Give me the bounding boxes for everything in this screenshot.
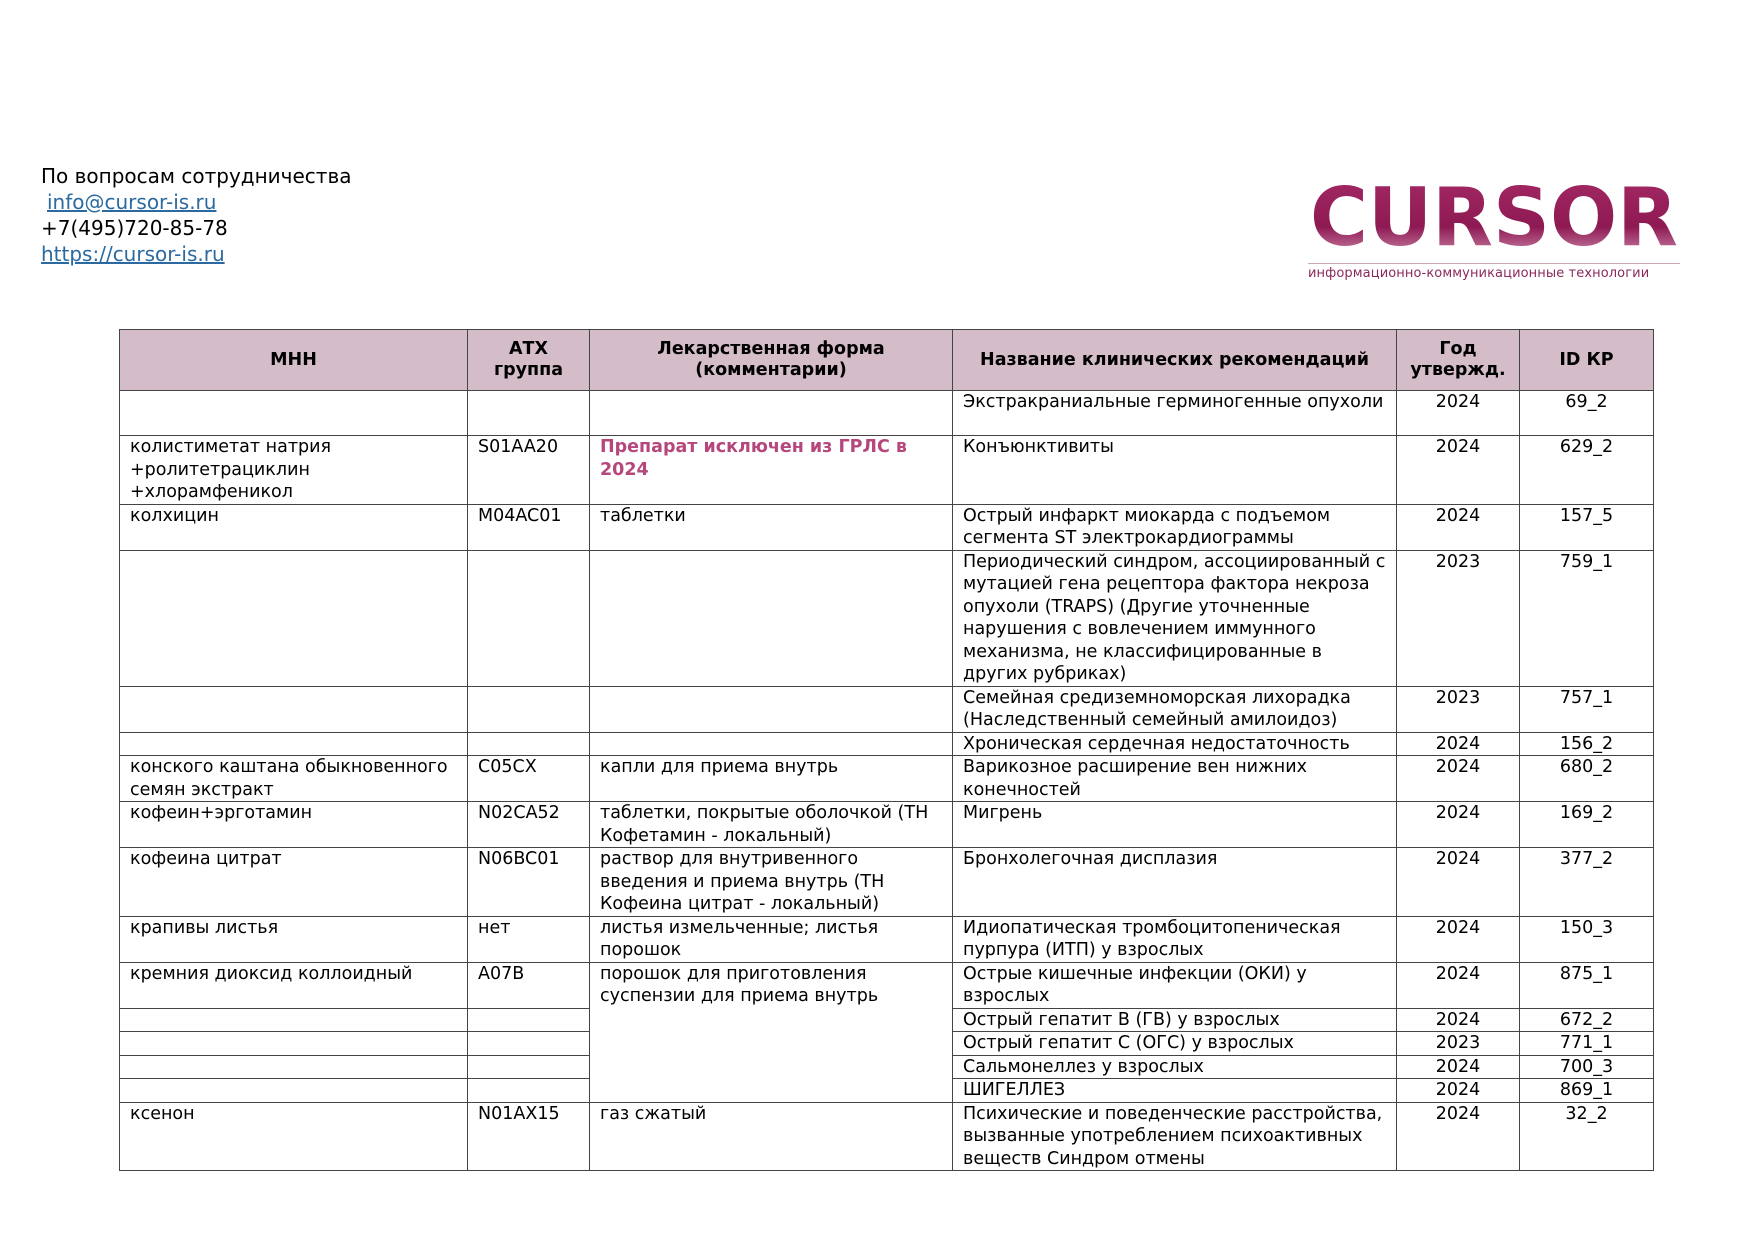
table-row	[120, 756, 1654, 802]
contact-intro: По вопросам сотрудничества	[41, 164, 352, 188]
cell-year: 2024	[1397, 756, 1520, 802]
cell-form	[590, 732, 953, 756]
cell-form-excluded-note: Препарат исключен из ГРЛС в 2024	[590, 436, 953, 505]
table-row	[120, 436, 1654, 505]
phone-number: +7(495)720-85-78	[41, 216, 228, 240]
cell-year: 2024	[1397, 1079, 1520, 1103]
cell-id: 156_2	[1520, 732, 1654, 756]
cell-id: 150_3	[1520, 916, 1654, 962]
cell-id: 32_2	[1520, 1102, 1654, 1171]
cell-atc	[468, 732, 590, 756]
cell-atc: нет	[468, 916, 590, 962]
cell-form	[590, 391, 953, 436]
cell-atc	[468, 686, 590, 732]
cell-year: 2024	[1397, 732, 1520, 756]
cell-mnn	[120, 550, 468, 686]
cell-guideline: Варикозное расширение вен нижних конечностей	[953, 756, 1397, 802]
table-header-row	[120, 330, 1654, 391]
cell-guideline: Бронхолегочная дисплазия	[953, 848, 1397, 917]
cell-atc	[468, 550, 590, 686]
cell-atc: M04AC01	[468, 504, 590, 550]
cell-id: 69_2	[1520, 391, 1654, 436]
cell-year: 2024	[1397, 391, 1520, 436]
cell-id: 629_2	[1520, 436, 1654, 505]
cell-atc: S01AA20	[468, 436, 590, 505]
cell-atc: C05CX	[468, 756, 590, 802]
cell-mnn	[120, 391, 468, 436]
cell-id: 771_1	[1520, 1032, 1654, 1056]
cell-mnn	[120, 1008, 468, 1032]
cell-form: газ сжатый	[590, 1102, 953, 1171]
cell-mnn: кофеин+эрготамин	[120, 802, 468, 848]
cell-guideline: Конъюнктивиты	[953, 436, 1397, 505]
website-link[interactable]: https://cursor-is.ru	[41, 242, 225, 266]
cell-guideline: Периодический синдром, ассоциированный с мутацией гена рецептора фактора некроза опухоли (TRAPS) (Другие уточненные нарушения с вовлечением иммунного механизма, не классифицированные в других рубриках)	[953, 550, 1397, 686]
cell-mnn: кремния диоксид коллоидный	[120, 962, 468, 1008]
cell-mnn: ксенон	[120, 1102, 468, 1171]
cell-guideline: Острый гепатит В (ГВ) у взрослых	[953, 1008, 1397, 1032]
cell-atc: N02CA52	[468, 802, 590, 848]
cell-guideline: Экстракраниальные герминогенные опухоли	[953, 391, 1397, 436]
logo-tagline: информационно-коммуникационные технологии	[1308, 266, 1650, 281]
cell-form	[590, 686, 953, 732]
table-row	[120, 916, 1654, 962]
header-mnn: МНН	[120, 330, 468, 391]
cell-guideline: Сальмонеллез у взрослых	[953, 1055, 1397, 1079]
cell-mnn: кофеина цитрат	[120, 848, 468, 917]
cell-mnn	[120, 1032, 468, 1056]
cell-guideline: ШИГЕЛЛЕЗ	[953, 1079, 1397, 1103]
header-id: ID КР	[1520, 330, 1654, 391]
table-row	[120, 504, 1654, 550]
cell-year: 2024	[1397, 1055, 1520, 1079]
cell-guideline: Идиопатическая тромбоцитопеническая пурпура (ИТП) у взрослых	[953, 916, 1397, 962]
cell-guideline: Мигрень	[953, 802, 1397, 848]
cell-atc	[468, 1008, 590, 1032]
cell-year: 2024	[1397, 504, 1520, 550]
header-form: Лекарственная форма (комментарии)	[590, 330, 953, 391]
cell-atc	[468, 1055, 590, 1079]
cell-mnn: колхицин	[120, 504, 468, 550]
cell-mnn	[120, 1055, 468, 1079]
cell-id: 680_2	[1520, 756, 1654, 802]
cell-id: 757_1	[1520, 686, 1654, 732]
cell-mnn	[120, 1079, 468, 1103]
table-row	[120, 686, 1654, 732]
cell-form: таблетки	[590, 504, 953, 550]
cell-year: 2024	[1397, 848, 1520, 917]
cell-mnn: колистиметат натрия +ролитетрациклин +хлорамфеникол	[120, 436, 468, 505]
cell-guideline: Острый инфаркт миокарда с подъемом сегмента ST электрокардиограммы	[953, 504, 1397, 550]
cell-id: 157_5	[1520, 504, 1654, 550]
cell-form: капли для приема внутрь	[590, 756, 953, 802]
cell-id: 759_1	[1520, 550, 1654, 686]
cell-atc	[468, 1079, 590, 1103]
cell-year: 2024	[1397, 962, 1520, 1008]
cell-id: 869_1	[1520, 1079, 1654, 1103]
cell-atc	[468, 1032, 590, 1056]
cell-year: 2024	[1397, 1102, 1520, 1171]
cell-id: 672_2	[1520, 1008, 1654, 1032]
cell-mnn	[120, 686, 468, 732]
cell-id: 377_2	[1520, 848, 1654, 917]
email-link[interactable]: info@cursor-is.ru	[47, 190, 217, 214]
cell-id: 875_1	[1520, 962, 1654, 1008]
cell-form: раствор для внутривенного введения и приема внутрь (ТН Кофеина цитрат - локальный)	[590, 848, 953, 917]
cell-mnn: конского каштана обыкновенного семян экстракт	[120, 756, 468, 802]
drug-guideline-table	[119, 329, 1654, 1171]
table-row	[120, 550, 1654, 686]
table-row	[120, 802, 1654, 848]
cell-mnn: крапивы листья	[120, 916, 468, 962]
cell-year: 2023	[1397, 550, 1520, 686]
logo-wordmark: CURSOR	[1310, 178, 1678, 258]
logo-divider	[1308, 263, 1680, 264]
table-row	[120, 962, 1654, 1008]
table-row	[120, 848, 1654, 917]
cell-year: 2024	[1397, 436, 1520, 505]
cell-guideline: Психические и поведенческие расстройства, вызванные употреблением психоактивных веществ Синдром отмены	[953, 1102, 1397, 1171]
cell-atc: N06BC01	[468, 848, 590, 917]
cell-guideline: Семейная средиземноморская лихорадка (Наследственный семейный амилоидоз)	[953, 686, 1397, 732]
cell-mnn	[120, 732, 468, 756]
cell-id: 700_3	[1520, 1055, 1654, 1079]
cell-form: таблетки, покрытые оболочкой (ТН Кофетамин - локальный)	[590, 802, 953, 848]
header-atc: АТХ группа	[468, 330, 590, 391]
cell-id: 169_2	[1520, 802, 1654, 848]
cell-guideline: Острые кишечные инфекции (ОКИ) у взрослых	[953, 962, 1397, 1008]
header-year: Год утвержд.	[1397, 330, 1520, 391]
cell-atc: A07B	[468, 962, 590, 1008]
cell-guideline: Острый гепатит С (ОГС) у взрослых	[953, 1032, 1397, 1056]
contact-block	[41, 163, 352, 267]
table-row	[120, 391, 1654, 436]
header-guideline: Название клинических рекомендаций	[953, 330, 1397, 391]
cell-form	[590, 550, 953, 686]
cell-form: порошок для приготовления суспензии для приема внутрь	[590, 962, 953, 1102]
cell-form: листья измельченные; листья порошок	[590, 916, 953, 962]
cell-year: 2024	[1397, 1008, 1520, 1032]
cell-guideline: Хроническая сердечная недостаточность	[953, 732, 1397, 756]
cell-year: 2023	[1397, 686, 1520, 732]
table-row	[120, 732, 1654, 756]
cell-atc	[468, 391, 590, 436]
cell-year: 2024	[1397, 916, 1520, 962]
cell-atc: N01AX15	[468, 1102, 590, 1171]
cell-year: 2024	[1397, 802, 1520, 848]
cell-year: 2023	[1397, 1032, 1520, 1056]
table-row	[120, 1102, 1654, 1171]
